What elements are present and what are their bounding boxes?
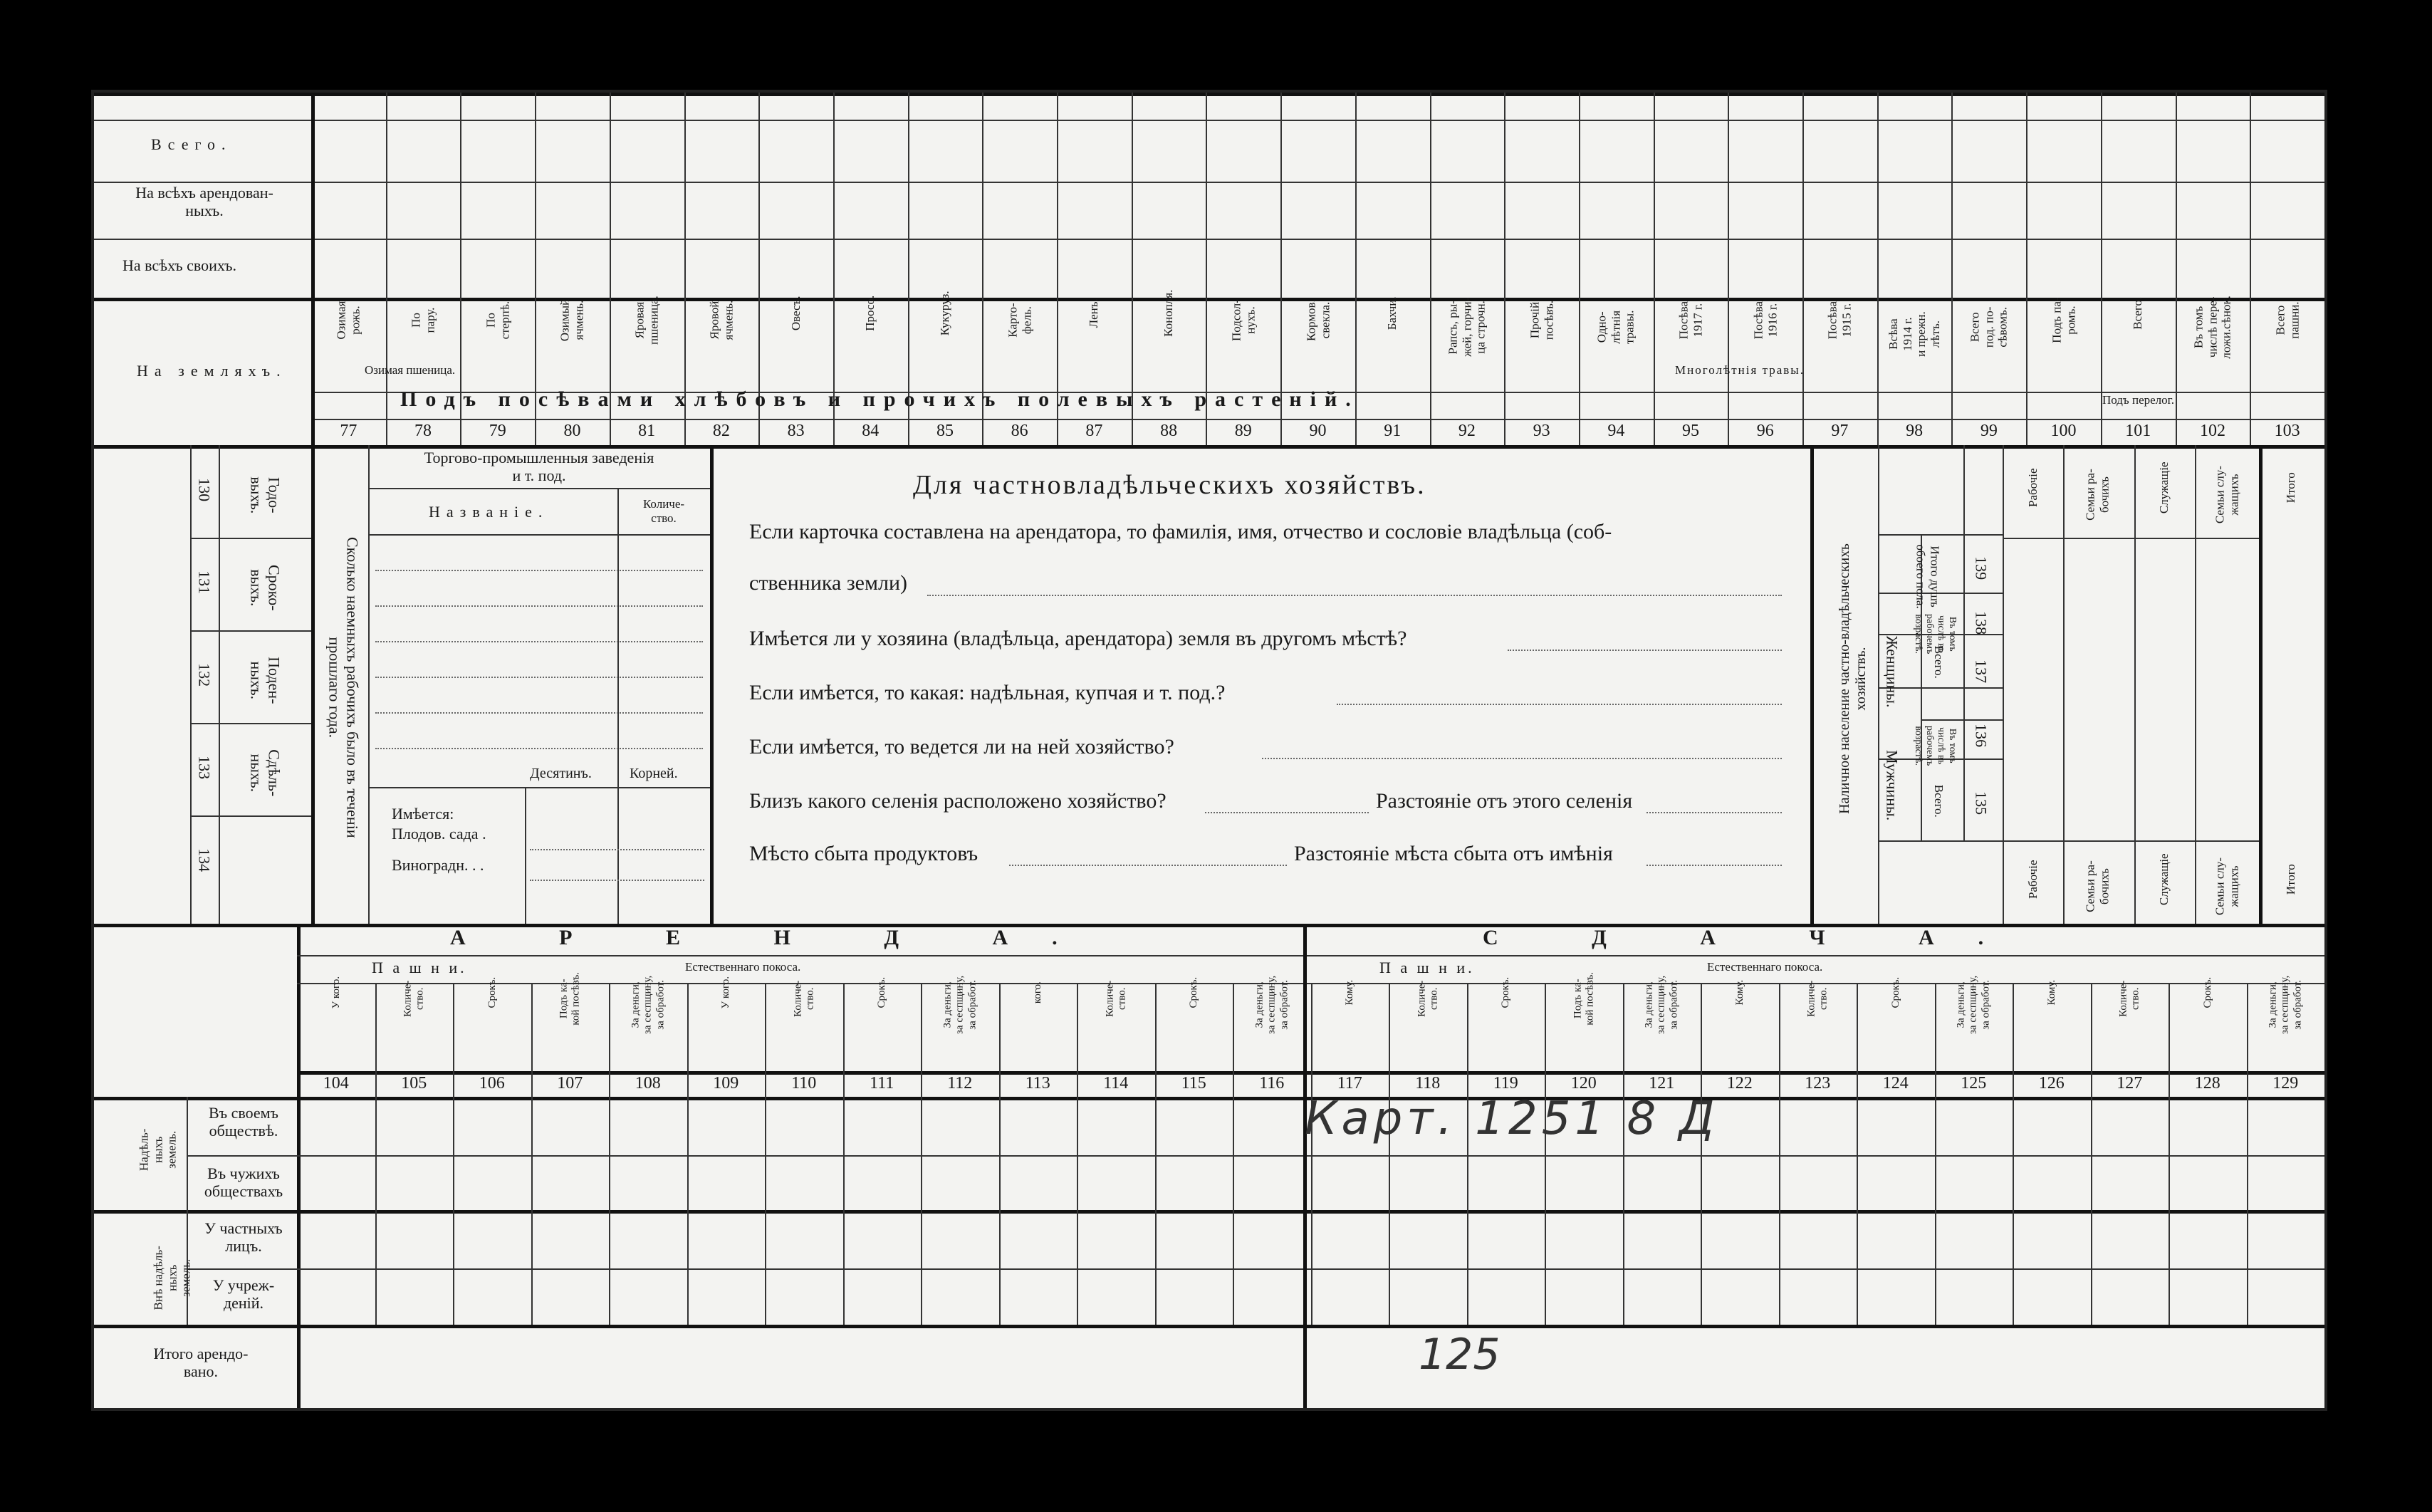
rule [1878, 445, 1879, 924]
bottom-col-number: 106 [479, 1074, 505, 1093]
top-col-number: 94 [1607, 422, 1625, 440]
bottom-col-label: У кого. [330, 976, 342, 1009]
group-vne-nadel: Внѣ надѣль- ныхъ земель. [151, 1246, 193, 1310]
pop-num: 137 [1972, 659, 1990, 684]
bottom-col-label: Количе- ство. [792, 980, 816, 1017]
rule [531, 983, 533, 1325]
dotted-line [375, 641, 703, 642]
rule [190, 815, 311, 817]
row-label-vsego: Всего. [151, 135, 232, 153]
bottom-col-number: 113 [1025, 1074, 1050, 1093]
question-other-land: Имѣется ли у хозяина (владѣльца, арендатора) земля въ другомъ мѣстѣ? [749, 627, 1407, 650]
top-col-number: 86 [1011, 422, 1028, 440]
rule [2003, 840, 2259, 842]
rule [453, 983, 454, 1325]
cat-workers-bottom: Рабочiе [2026, 860, 2040, 900]
worker-label: Поден- ныхъ. [247, 657, 283, 704]
top-col-number: 87 [1085, 422, 1103, 440]
bottom-col-number: 104 [323, 1074, 349, 1093]
private-farms-title: Для частновладѣльческихъ хозяйствъ. [913, 470, 1426, 500]
top-col-number: 91 [1384, 422, 1402, 440]
rule [1654, 93, 1655, 445]
worker-num: 134 [195, 848, 214, 872]
row-label-svoih: На всѣхъ своихъ. [122, 256, 236, 274]
answer-line[interactable] [1337, 704, 1782, 705]
bottom-col-label: Количе- ство. [2117, 980, 2141, 1017]
rule [2101, 93, 2102, 445]
row-own-community: Въ своемъ обществѣ. [209, 1104, 278, 1140]
rule [710, 445, 714, 924]
question-market: Мѣсто сбыта продуктовъ [749, 842, 978, 865]
rule [311, 445, 315, 924]
mnogoletnie-label: Многолѣтнiя травы. [1675, 363, 1805, 377]
cat-employee-families-bottom: Семьи слу- жащихъ [2213, 857, 2240, 916]
rule [375, 983, 377, 1325]
trade-qty-header: Количе- ство. [642, 497, 685, 525]
bottom-col-label: кого. [1032, 981, 1044, 1004]
handwritten-note: Карт. 1251 8 Д [1305, 1093, 1719, 1145]
rule [187, 1155, 2324, 1157]
sdacha-header: С Д А Ч А. [1483, 926, 2028, 949]
top-col-label: Всѣва 1914 г. и прежн. лѣтъ. [1886, 311, 1942, 357]
kornei-header: Корней. [630, 766, 678, 781]
question-owner: Если карточка составлена на арендатора, то фамилiя, имя, отчество и сословiе владѣльца (соб- [749, 520, 1612, 543]
rule [2250, 93, 2251, 445]
bottom-col-label: Подъ ка- кой посѣвъ. [558, 971, 582, 1026]
rule [617, 488, 619, 787]
rule [2013, 983, 2014, 1325]
top-col-label: Посѣва 1916 г. [1751, 301, 1779, 340]
top-col-number: 100 [2050, 422, 2077, 440]
bottom-col-number: 108 [635, 1074, 661, 1093]
rule [368, 534, 710, 536]
cat-employees: Служащiе [2157, 462, 2171, 514]
rule [1623, 983, 1624, 1325]
pop-num: 135 [1972, 791, 1990, 815]
rule [1878, 840, 2003, 842]
answer-line[interactable] [1508, 650, 1782, 651]
rule [94, 1097, 2324, 1100]
rule [2003, 445, 2004, 924]
top-col-label: Яровой ячмень. [707, 300, 735, 340]
bottom-col-label: За деньги, за сеспщину, за обработ. [941, 975, 978, 1034]
rule [94, 93, 2324, 96]
top-col-number: 99 [1980, 422, 1998, 440]
pop-itogo-label: Итого душъ обоего пола. [1914, 544, 1942, 609]
dotted-line [375, 748, 703, 749]
rule [94, 1325, 2324, 1328]
rule [94, 1210, 2324, 1214]
row-label-zemlyah: На земляхъ. [137, 362, 287, 380]
bottom-col-label: Срокъ. [1188, 976, 1200, 1008]
rule [1077, 983, 1078, 1325]
pop-women-working-label: Въ томъ числѣ въ рабочемъ возрастѣ. [1912, 614, 1958, 655]
worker-label: Сдѣль- ныхъ. [247, 749, 283, 797]
top-col-label: Кукуруз. [938, 291, 952, 336]
top-col-number: 102 [2199, 422, 2225, 440]
top-col-label: По стерпѣ. [484, 301, 511, 340]
bottom-col-label: За деньги, за сеспщину, за обработ. [1253, 975, 1290, 1034]
rule [297, 924, 301, 1408]
rule [297, 955, 2324, 956]
rule [999, 983, 1001, 1325]
rule [190, 630, 311, 632]
dotted-line [530, 849, 704, 850]
bottom-col-number: 115 [1181, 1074, 1206, 1093]
bottom-col-number: 107 [557, 1074, 583, 1093]
top-col-number: 82 [712, 422, 730, 440]
has-label: Имѣется: [392, 805, 454, 823]
answer-line[interactable] [927, 595, 1782, 596]
rule [368, 787, 710, 788]
arenda-pokos: Естественнаго покоса. [685, 960, 801, 974]
rule [1857, 983, 1858, 1325]
rule [190, 723, 311, 724]
pod-perelog-label: Подъ перелог. [2102, 393, 2174, 407]
ozimaya-pshenitsa-label: Озимая пшеница. [365, 363, 456, 377]
rule [2026, 93, 2027, 445]
rule [187, 1268, 2324, 1270]
top-col-number: 95 [1682, 422, 1700, 440]
top-col-label: Озимая рожь. [334, 301, 362, 340]
top-col-label: Въ томъ числѣ пере- ложи.сѣнок. [2191, 296, 2233, 359]
bottom-col-number: 118 [1415, 1074, 1441, 1093]
top-col-label: Всего. [2131, 296, 2145, 330]
cat-worker-families-bottom: Семьи ра- бочихъ [2083, 860, 2111, 912]
rule [1935, 983, 1936, 1325]
top-col-label: Всего пашни. [2273, 301, 2301, 339]
top-col-number: 83 [787, 422, 805, 440]
pop-men-total-label: Всего. [1931, 784, 1946, 818]
cat-workers: Рабочiе [2026, 468, 2040, 508]
rule [765, 983, 766, 1325]
top-col-label: Овесъ. [788, 296, 803, 331]
bottom-col-label: За деньги, за сеспщину, за обработ. [1955, 975, 1992, 1034]
cat-worker-families: Семьи ра- бочихъ [2083, 469, 2111, 521]
dotted-line [375, 605, 703, 607]
worker-num: 131 [195, 570, 214, 595]
top-col-number: 101 [2125, 422, 2151, 440]
rule [1728, 93, 1729, 445]
top-col-label: Всего под. по- сѣвомъ. [1968, 306, 2010, 348]
trade-title: Торгово-промышленныя заведенiя и т. под. [424, 449, 654, 485]
top-col-number: 89 [1234, 422, 1252, 440]
rule [1802, 93, 1804, 445]
top-col-number: 78 [414, 422, 432, 440]
rule [2063, 445, 2065, 924]
top-col-label: Одно- лѣтнiя травы. [1595, 310, 1637, 345]
bottom-col-label: Кому. [1344, 979, 1356, 1006]
bottom-col-number: 126 [2038, 1074, 2065, 1093]
bottom-col-label: За деньги, за сеспщину, за обработ. [2267, 975, 2304, 1034]
rule [609, 983, 610, 1325]
bottom-col-number: 116 [1259, 1074, 1285, 1093]
bottom-col-label: Срокъ. [2201, 976, 2213, 1008]
vinograd-label: Виноградн. . . [392, 856, 484, 874]
bottom-col-label: Количе- ство. [402, 980, 426, 1017]
rule [1467, 983, 1468, 1325]
rule [687, 983, 689, 1325]
question-land-type: Если имѣется, то какая: надѣльная, купчая и т. под.? [749, 681, 1226, 704]
rule [525, 787, 526, 924]
top-col-label: Подъ па- ромъ. [2049, 297, 2077, 343]
top-col-number: 103 [2274, 422, 2300, 440]
bottom-col-label: Количе- ство. [1104, 980, 1128, 1017]
rule [190, 538, 311, 539]
handwritten-page-number: 125 [1419, 1330, 1501, 1380]
rule [1155, 983, 1157, 1325]
rule [1389, 983, 1390, 1325]
answer-line[interactable] [1205, 812, 1369, 813]
top-col-number: 93 [1533, 422, 1550, 440]
answer-line[interactable] [1646, 812, 1782, 813]
rule [368, 488, 710, 489]
rule [1545, 983, 1546, 1325]
men-label: Мужчины. [1883, 750, 1901, 821]
rule [1579, 93, 1580, 445]
question-owner-cont: ственника земли) [749, 571, 907, 595]
row-other-community: Въ чужихъ обществахъ [204, 1164, 283, 1201]
pop-num: 136 [1972, 724, 1990, 748]
rule [2247, 983, 2248, 1325]
question-village: Близъ какого селенiя расположено хозяйство? [749, 789, 1167, 813]
rule [190, 445, 192, 924]
rule [94, 120, 2324, 121]
top-col-number: 80 [563, 422, 581, 440]
rule [2259, 445, 2263, 924]
rule [219, 445, 220, 924]
rule [921, 983, 922, 1325]
rule [2134, 445, 2136, 924]
bottom-col-number: 121 [1649, 1074, 1675, 1093]
top-col-number: 81 [638, 422, 656, 440]
top-col-number: 84 [862, 422, 880, 440]
bottom-col-number: 114 [1103, 1074, 1129, 1093]
rule [386, 93, 387, 445]
bottom-col-number: 117 [1337, 1074, 1362, 1093]
top-col-number: 98 [1906, 422, 1924, 440]
row-total-rented: Итого арендо- вано. [153, 1345, 249, 1381]
top-col-number: 88 [1160, 422, 1178, 440]
row-label-arend: На всѣхъ арендован- ныхъ. [135, 184, 273, 220]
top-col-label: Рапсъ, ры- жей, горчи- ца строчн. [1446, 297, 1488, 357]
worker-label: Годо- выхъ. [247, 476, 283, 514]
workers-title: Сколько наемныхъ рабочихъ было въ теченiи прошлаго года. [325, 536, 362, 838]
bottom-col-label: Подъ ка- кой посѣвъ. [1572, 971, 1596, 1026]
population-title: Наличное население частно-владѣльческихъ хозяйствъ. [1837, 543, 1869, 814]
bottom-col-number: 119 [1493, 1074, 1518, 1093]
rule [1430, 93, 1431, 445]
rule [2091, 983, 2092, 1325]
top-col-label: Посѣва 1917 г. [1676, 301, 1705, 340]
bottom-col-number: 111 [870, 1074, 894, 1093]
dotted-line [530, 880, 704, 881]
bottom-col-label: Кому. [1733, 979, 1745, 1006]
rule [617, 787, 619, 924]
cat-employee-families: Семьи слу- жащихъ [2213, 465, 2240, 524]
bottom-col-label: У кого. [720, 976, 732, 1009]
pop-men-working-label: Въ томъ числѣ въ рабочемъ возрастѣ. [1912, 726, 1958, 766]
rule [1311, 983, 1312, 1325]
bottom-col-number: 109 [713, 1074, 739, 1093]
sdacha-pokos: Естественнаго покоса. [1707, 960, 1823, 974]
bottom-col-number: 127 [2117, 1074, 2143, 1093]
top-col-label: Прочiй посѣвъ. [1528, 300, 1555, 340]
rule [843, 983, 845, 1325]
bottom-col-label: Срокъ. [1889, 976, 1901, 1008]
rule [2195, 445, 2196, 924]
top-col-label: Просо. [863, 295, 877, 331]
bottom-col-number: 124 [1882, 1074, 1909, 1093]
rule [94, 182, 2324, 183]
top-col-label: Карто- фель. [1006, 303, 1033, 338]
rule [2176, 93, 2177, 445]
bottom-col-label: Срокъ. [486, 976, 498, 1008]
bottom-col-label: Количе- ство. [1416, 980, 1440, 1017]
question-farming: Если имѣется, то ведется ли на ней хозяйство? [749, 735, 1174, 758]
rule [368, 445, 370, 924]
rule [1233, 983, 1234, 1325]
worker-num: 133 [195, 756, 214, 780]
pop-num: 138 [1972, 611, 1990, 635]
worker-label: Сроко- выхъ. [247, 565, 283, 611]
bottom-col-number: 120 [1570, 1074, 1597, 1093]
sad-label: Плодов. сада . [392, 825, 486, 843]
rule [1779, 983, 1780, 1325]
rule [94, 239, 2324, 240]
bottom-col-label: Срокъ. [876, 976, 888, 1008]
top-col-label: Ленъ. [1087, 298, 1101, 328]
arenda-pashni: П а ш н и. [372, 959, 467, 976]
group-nadel: Надѣль- ныхъ земель. [137, 1128, 179, 1172]
cat-total-bottom: Итого [2284, 864, 2298, 895]
bottom-col-label: Кому. [2045, 979, 2057, 1006]
answer-line[interactable] [1262, 758, 1782, 759]
top-col-number: 90 [1309, 422, 1327, 440]
arenda-header: А Р Е Н Д А. [450, 926, 1102, 949]
bottom-col-number: 112 [947, 1074, 973, 1093]
worker-num: 130 [195, 478, 214, 502]
top-col-label: Посѣва 1915 г. [1825, 301, 1854, 340]
rule [1810, 445, 1814, 924]
top-col-label: Озимый ячмень. [558, 298, 586, 342]
top-col-number: 96 [1756, 422, 1774, 440]
trade-name-header: Названiе. [429, 503, 549, 521]
top-col-label: Яровая пшеница. [632, 296, 661, 345]
rule [2003, 538, 2259, 539]
top-col-number: 92 [1458, 422, 1476, 440]
desyatin-header: Десятинъ. [530, 766, 592, 781]
top-col-label: Конопля. [1162, 289, 1176, 337]
sdacha-pashni: П а ш н и. [1379, 959, 1475, 976]
bottom-col-label: За деньги, за сеспщину, за обработ. [1643, 975, 1680, 1034]
top-col-label: Кормов. свекла. [1303, 299, 1332, 341]
sown-banner: Подъ посѣвами хлѣбовъ и прочихъ полевыхъ растенiй. [400, 387, 1359, 411]
rule [1504, 93, 1505, 445]
bottom-col-number: 105 [401, 1074, 427, 1093]
bottom-col-label: Срокъ. [1500, 976, 1512, 1008]
question-village-distance: Разстоянiе отъ этого селенiя [1376, 789, 1633, 813]
row-private-persons: У частныхъ лицъ. [204, 1219, 283, 1256]
rule [1963, 445, 1965, 840]
census-card-sheet [91, 90, 2327, 1411]
pop-num: 139 [1972, 556, 1990, 580]
top-col-label: Бахчи. [1385, 296, 1399, 330]
bottom-col-label: Количе- ство. [1805, 980, 1830, 1017]
cat-employees-bottom: Служащiе [2157, 853, 2171, 906]
top-col-number: 77 [340, 422, 358, 440]
dotted-line [375, 570, 703, 571]
rule [311, 419, 2324, 420]
top-col-label: По пару. [409, 307, 437, 333]
rule [2169, 983, 2170, 1325]
cat-total: Итого [2284, 472, 2298, 504]
answer-line[interactable] [1646, 865, 1782, 866]
bottom-col-number: 122 [1726, 1074, 1753, 1093]
dotted-line [375, 677, 703, 678]
rule [311, 93, 315, 445]
answer-line[interactable] [1009, 865, 1287, 866]
bottom-col-number: 129 [2272, 1074, 2299, 1093]
bottom-col-number: 110 [791, 1074, 817, 1093]
worker-num: 132 [195, 663, 214, 687]
bottom-col-number: 128 [2194, 1074, 2220, 1093]
bottom-col-label: За деньги, за сеспщину, за обработ. [630, 975, 666, 1034]
top-col-number: 85 [936, 422, 954, 440]
rule [1303, 924, 1307, 1408]
bottom-col-number: 125 [1961, 1074, 1987, 1093]
rule [1877, 93, 1879, 445]
question-market-distance: Разстоянiе мѣста сбыта отъ имѣнiя [1294, 842, 1613, 865]
row-institutions: У учреж- денiй. [212, 1276, 275, 1313]
rule [1951, 93, 1953, 445]
top-col-label: Подсол- нухъ. [1229, 299, 1257, 341]
top-col-number: 79 [489, 422, 506, 440]
top-col-number: 97 [1831, 422, 1849, 440]
bottom-col-number: 123 [1805, 1074, 1831, 1093]
dotted-line [375, 712, 703, 714]
women-label: Женщины. [1883, 635, 1901, 708]
pop-women-total-label: Всего. [1931, 645, 1946, 679]
rule [1701, 983, 1702, 1325]
